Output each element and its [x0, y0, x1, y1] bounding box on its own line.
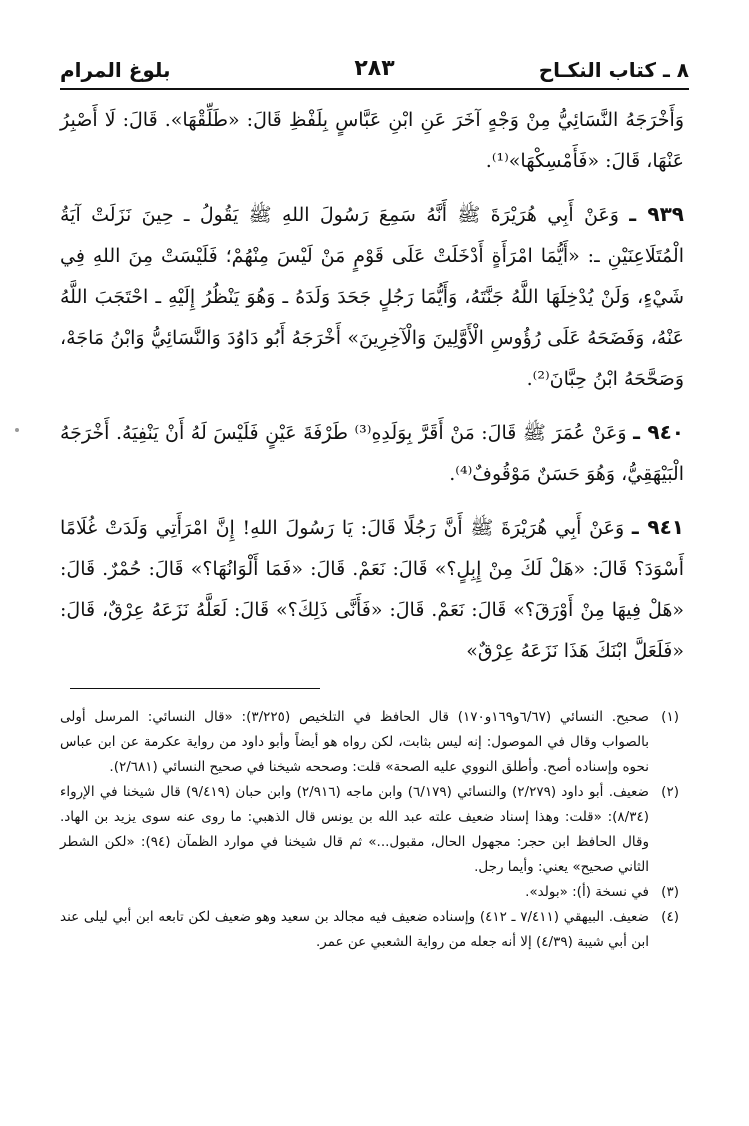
hadith-940 — [60, 412, 684, 495]
main-text — [60, 100, 684, 672]
hadith-text: وَعَنْ أَبِي هُرَيْرَةَ ﷺ أَنَّهُ سَمِعَ رَسُولَ اللهِ ﷺ يَقُولُ ـ حِينَ نَزَلَتْ آيَةُ الْمُتَلَاعِنَيْنِ ـ: «أَيُّمَا امْرَأَةٍ أَدْخَلَتْ عَلَى قَوْمٍ مَنْ لَيْسَ مِنْهُمْ؛ فَلَيْسَتْ مِنَ اللهِ فِي شَيْءٍ، وَلَنْ يُدْخِلَهَا اللَّهُ جَنَّتَهُ، وَأَيُّمَا رَجُلٍ جَحَدَ وَلَدَهُ ـ وَهُوَ يَنْظُرُ إِلَيْهِ ـ احْتَجَبَ اللَّهُ عَنْهُ، وَفَضَحَهُ عَلَى رُؤُوسِ الْأَوَّلِينَ وَالْآخِرِينَ» أَخْرَجَهُ أَبُو دَاوُدَ وَالنَّسَائِيُّ وَابْنُ مَاجَهْ، وَصَحَّحَهُ ابْنُ حِبَّانَ⁽²⁾. — [60, 204, 684, 390]
hadith-number: ٩٤٠ ـ — [633, 420, 684, 444]
footnote-label: (٢) — [661, 784, 679, 800]
footnotes — [60, 705, 679, 955]
hadith-number: ٩٤١ ـ — [631, 515, 684, 539]
footnote — [60, 780, 679, 880]
hadith-text: وَعَنْ عُمَرَ ﷺ قَالَ: مَنْ أَقَرَّ بِوَلَدِهِ⁽³⁾ طَرْفَةَ عَيْنٍ فَلَيْسَ لَهُ أَنْ يَنْفِيَهُ. أَخْرَجَهُ الْبَيْهَقِيُّ، وَهُوَ حَسَنٌ مَوْقُوفٌ⁽⁴⁾. — [60, 422, 684, 485]
book-title: بلوغ المرام — [60, 58, 171, 82]
page-header — [60, 54, 689, 88]
page-number: ٢٨٣ — [354, 56, 395, 81]
footnote-text: ضعيف. أبو داود (٢/٢٧٩) والنسائي (٦/١٧٩) وابن ماجه (٢/٩١٦) وابن حبان (٩/٤١٩) قال شيخنا في الإرواء (٨/٣٤): «قلت: وهذا إسناد ضعيف علته عبد الله بن يونس قال الذهبي: ما روى عنه سوى يزيد بن الهاد. وقال الحافظ ابن حجر: مجهول الحال، مقبول...» ثم قال شيخنا في موارد الظمآن (٩٤): «لكن الشطر الثاني صحيح» يعني: وأيما رجل. — [60, 784, 650, 875]
footnote-text: صحيح. النسائي (٦/٦٧و١٦٩و١٧٠) قال الحافظ في التلخيص (٣/٢٢٥): «قال النسائي: المرسل أولى بالصواب وقال في الموصول: إنه ليس بثابت، لكن رواه هو أيضاً وأبو داود من رواية عكرمة عن ابن عباس نحوه وإسناده أصح. وأطلق النووي عليه الصحة» قلت: وصححه شيخنا في صحيح النسائي (٢/٦٨١). — [60, 709, 649, 775]
scan-speck — [15, 428, 19, 432]
footnote-label: (١) — [661, 709, 679, 725]
hadith-number: ٩٣٩ ـ — [629, 202, 684, 226]
footnote-label: (٤) — [661, 909, 679, 925]
hadith-941 — [60, 507, 684, 672]
hadith-text: وَعَنْ أَبِي هُرَيْرَةَ ﷺ أَنَّ رَجُلًا قَالَ: يَا رَسُولَ اللهِ! إِنَّ امْرَأَتِي وَلَدَتْ غُلَامًا أَسْوَدَ؟ قَالَ: «هَلْ لَكَ مِنْ إِبِلٍ؟» قَالَ: نَعَمْ. قَالَ: «فَمَا أَلْوَانُهَا؟» قَالَ: حُمْرٌ. قَالَ: «هَلْ فِيهَا مِنْ أَوْرَقَ؟» قَالَ: نَعَمْ. قَالَ: «فَأَنَّى ذَلِكَ؟» قَالَ: لَعَلَّهُ نَزَعَهُ عِرْقٌ، قَالَ: «فَلَعَلَّ ابْنَكَ هَذَا نَزَعَهُ عِرْقٌ» — [60, 517, 684, 662]
footnote — [60, 905, 679, 955]
footnote-text: ضعيف. البيهقي (٧/٤١١ ـ ٤١٢) وإسناده ضعيف فيه مجالد بن سعيد وهو ضعيف لكن تابعه ابن أبي ليلى عند ابن أبي شيبة (٤/٣٩) إلا أنه جعله من رواية الشعبي عن عمر. — [60, 909, 650, 950]
footnote-label: (٣) — [661, 884, 679, 900]
hadith-939 — [60, 194, 684, 400]
header-rule — [60, 88, 689, 90]
footnote-separator — [70, 688, 320, 689]
footnote — [60, 705, 679, 780]
footnote-text: في نسخة (أ): «بولد». — [525, 884, 649, 900]
footnote — [60, 880, 679, 905]
chapter-title: ٨ ـ كتاب النكـاح — [538, 58, 689, 82]
paragraph-continuation: وَأَخْرَجَهُ النَّسَائِيُّ مِنْ وَجْهٍ آخَرَ عَنِ ابْنِ عَبَّاسٍ بِلَفْظِ قَالَ: «طَلِّقْهَا». قَالَ: لَا أَصْبِرُ عَنْهَا، قَالَ: «فَأَمْسِكْهَا»⁽¹⁾. — [60, 109, 684, 172]
